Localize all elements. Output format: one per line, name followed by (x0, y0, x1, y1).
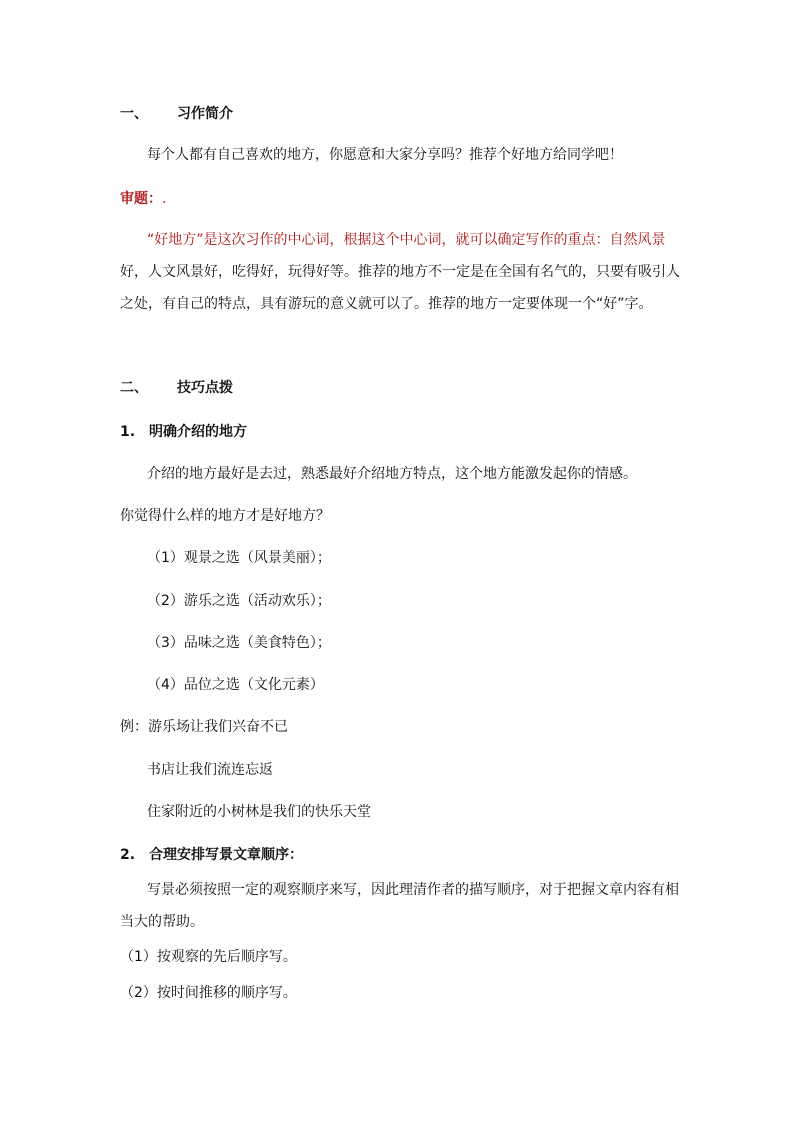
section1-title: 习作简介 (177, 106, 233, 122)
section1-intro: 每个人都有自己喜欢的地方，你愿意和大家分享吗？推荐个好地方给同学吧！ (147, 147, 623, 163)
point1-question: 你觉得什么样的地方才是好地方？ (120, 508, 330, 524)
option-3: （3）品味之选（美食特色）； (147, 635, 331, 651)
point2-item-2: （2）按时间推移的顺序写。 (120, 985, 297, 1001)
point2-text-1: 写景必须按照一定的观察顺序来写，因此理清作者的描写顺序，对于把握文章内容有相 (147, 882, 679, 898)
section1-heading (120, 104, 233, 124)
section2-heading (120, 378, 233, 398)
review-line-1 (147, 230, 666, 250)
example-line-3: 住家附近的小树林是我们的快乐天堂 (147, 804, 371, 820)
point2-item-1: （1）按观察的先后顺序写。 (120, 949, 297, 965)
point1-heading (120, 422, 247, 442)
example-line-1: 例：游乐场让我们兴奋不已 (120, 719, 288, 735)
review-label-line (120, 189, 166, 209)
point1-number: 1. (120, 424, 136, 440)
section2-title: 技巧点拨 (177, 380, 233, 396)
section1-number: 一、 (120, 106, 148, 122)
section2-number: 二、 (120, 380, 148, 396)
example-line-2: 书店让我们流连忘返 (147, 762, 273, 778)
review-line-2: 好，人文风景好，吃得好，玩得好等。推荐的地方不一定是在全国有名气的，只要有吸引人 (120, 264, 680, 280)
option-1: （1）观景之选（风景美丽）； (147, 550, 331, 566)
point2-title: 合理安排写景文章顺序： (149, 847, 303, 863)
point1-text: 介绍的地方最好是去过，熟悉最好介绍地方特点，这个地方能激发起你的情感。 (147, 466, 637, 482)
option-4: （4）品位之选（文化元素） (147, 677, 324, 693)
point2-text-2: 当大的帮助。 (120, 914, 204, 930)
review-line-3: 之处，有自己的特点，具有游玩的意义就可以了。推荐的地方一定要体现一个“好”字。 (120, 296, 653, 312)
point2-number: 2. (120, 847, 136, 863)
review-dot: . (162, 191, 167, 207)
review-label: 审题： (120, 191, 162, 207)
point2-heading (120, 845, 303, 865)
point1-title: 明确介绍的地方 (149, 424, 247, 440)
review-line-1-text: “好地方”是这次习作的中心词，根据这个中心词，就可以确定写作的重点：自然风景 (147, 232, 666, 248)
option-2: （2）游乐之选（活动欢乐）； (147, 593, 331, 609)
